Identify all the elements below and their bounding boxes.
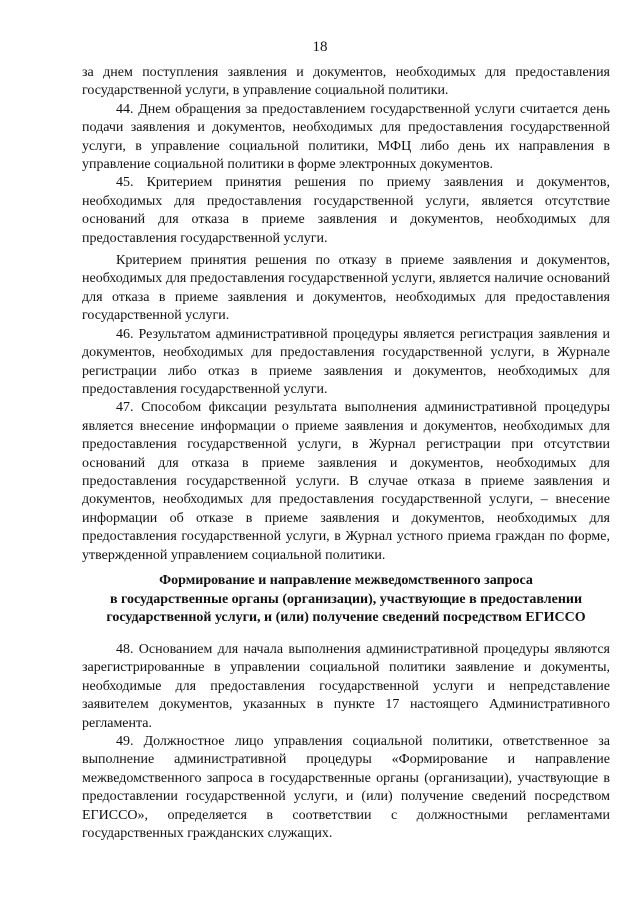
section-heading-line-3: государственной услуги, и (или) получение сведений посредством ЕГИССО [106,610,586,626]
body-text-bottom [82,641,610,843]
paragraph-45-refusal-criterion: Критерием принятия решения по отказу в приеме заявления и документов, необходимых для предоставления государственной услуги, является наличие оснований для отказа в приеме заявления и документов, необходимых для предоставления государственной услуги. [82,253,610,324]
paragraph-45: 45. Критерием принятия решения по приему заявления и документов, необходимых для предоставления государственной услуги, является отсутствие оснований для отказа в приеме заявления и документов, необходимых для предоставления государственной услуги. [82,175,610,246]
paragraph-48: 48. Основанием для начала выполнения административной процедуры являются зарегистрированные в управлении социальной политики заявление и документы, необходимые для предоставления государственной услуги и непредставление заявителем документов, указанных в пункте 17 настоящего Административного регламента. [82,642,610,731]
paragraph-continuation: за днем поступления заявления и документов, необходимых для предоставления государственной услуги, в управление социальной политики. [82,65,610,99]
section-heading-line-1: Формирование и направление межведомственного запроса [159,573,533,588]
page-number: 18 [312,39,328,55]
section-heading [82,572,610,628]
paragraph-44: 44. Днем обращения за предоставлением государственной услуги считается день подачи заявления и документов, необходимых для предоставления государственной услуги, в управление социальной политики, МФЦ либо день их направления в управление социальной политики в форме электронных документов. [82,101,610,173]
body-text-top [82,64,610,565]
paragraph-47: 47. Способом фиксации результата выполнения административной процедуры является внесение информации о приеме заявления и документов, необходимых для предоставления государственной услуги, в Журнал регистрации при отсутствии оснований для отказа в приеме заявления и документов, необходимых для предоставления государственной услуги. В случае отказа в приеме заявления и документов, необходимых для предоставления государственной услуги, – внесение информации об отказе в приеме заявления и документов, необходимых для предоставления государственной услуги, в Журнал устного приема граждан по форме, утвержденной управлением социальной политики. [82,400,610,563]
section-heading-line-2: в государственные органы (организации), участвующие в предоставлении [109,591,583,607]
paragraph-49: 49. Должностное лицо управления социальной политики, ответственное за выполнение административной процедуры «Формирование и направление межведомственного запроса в государственные органы (организации), участвующие в предоставлении государственной услуги, и (или) получение сведений посредством ЕГИССО», определяется в соответствии с должностными регламентами государственных гражданских служащих. [82,734,610,842]
paragraph-46: 46. Результатом административной процедуры является регистрация заявления и документов, необходимых для предоставления государственной услуги, в Журнале регистрации либо отказ в приеме заявления и документов, необходимых для предоставления государственной услуги. [82,326,610,397]
